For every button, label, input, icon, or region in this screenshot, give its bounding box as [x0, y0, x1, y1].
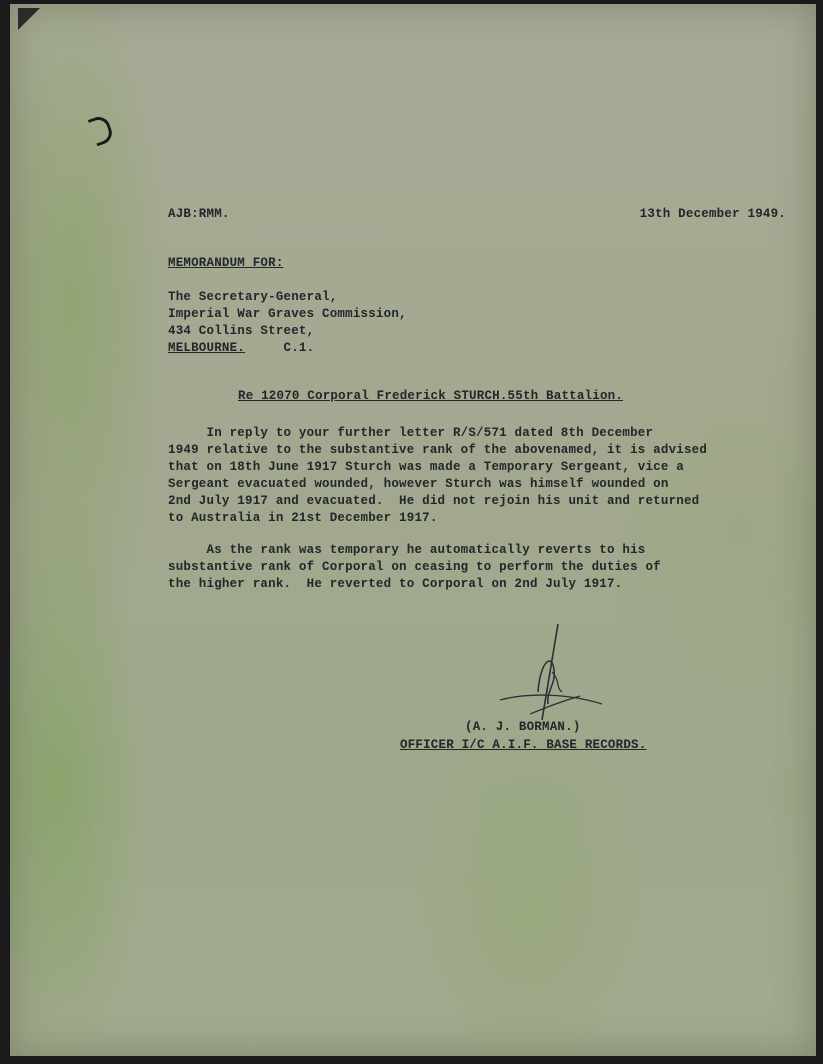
folded-corner [18, 8, 40, 30]
paragraph-1-line-4: Sergeant evacuated wounded, however Sturch was himself wounded on [168, 477, 669, 491]
memo-heading: MEMORANDUM FOR: [168, 256, 284, 270]
paragraph-2-line-1: As the rank was temporary he automatically reverts to his [168, 543, 646, 557]
address-line-4 [168, 340, 314, 357]
paragraph-2-line-3: the higher rank. He reverted to Corporal on 2nd July 1917. [168, 577, 623, 591]
punch-hole-mark [88, 114, 115, 147]
paragraph-1-line-6: to Australia in 21st December 1917. [168, 511, 438, 525]
document-page [10, 4, 816, 1056]
subject-line: Re 12070 Corporal Frederick STURCH.55th Battalion. [238, 389, 624, 403]
signatory-name: (A. J. BORMAN.) [465, 720, 581, 734]
paragraph-1-line-2: 1949 relative to the substantive rank of the abovenamed, it is advised [168, 443, 708, 457]
address-postcode: C.1. [283, 341, 315, 355]
letter-date: 13th December 1949. [639, 207, 786, 221]
handwritten-signature [490, 622, 610, 732]
paragraph-1-line-3: that on 18th June 1917 Sturch was made a Temporary Sergeant, vice a [168, 460, 684, 474]
address-line-2: Imperial War Graves Commission, [168, 307, 407, 321]
address-line-1: The Secretary-General, [168, 290, 338, 304]
reference-code: AJB:RMM. [168, 207, 230, 221]
paragraph-2-line-2: substantive rank of Corporal on ceasing to perform the duties of [168, 560, 661, 574]
address-city: MELBOURNE. [168, 341, 246, 355]
address-line-3: 434 Collins Street, [168, 324, 315, 338]
paragraph-1-line-5: 2nd July 1917 and evacuated. He did not rejoin his unit and returned [168, 494, 700, 508]
paragraph-1-line-1: In reply to your further letter R/S/571 dated 8th December [168, 426, 654, 440]
signatory-title: OFFICER I/C A.I.F. BASE RECORDS. [400, 738, 647, 752]
